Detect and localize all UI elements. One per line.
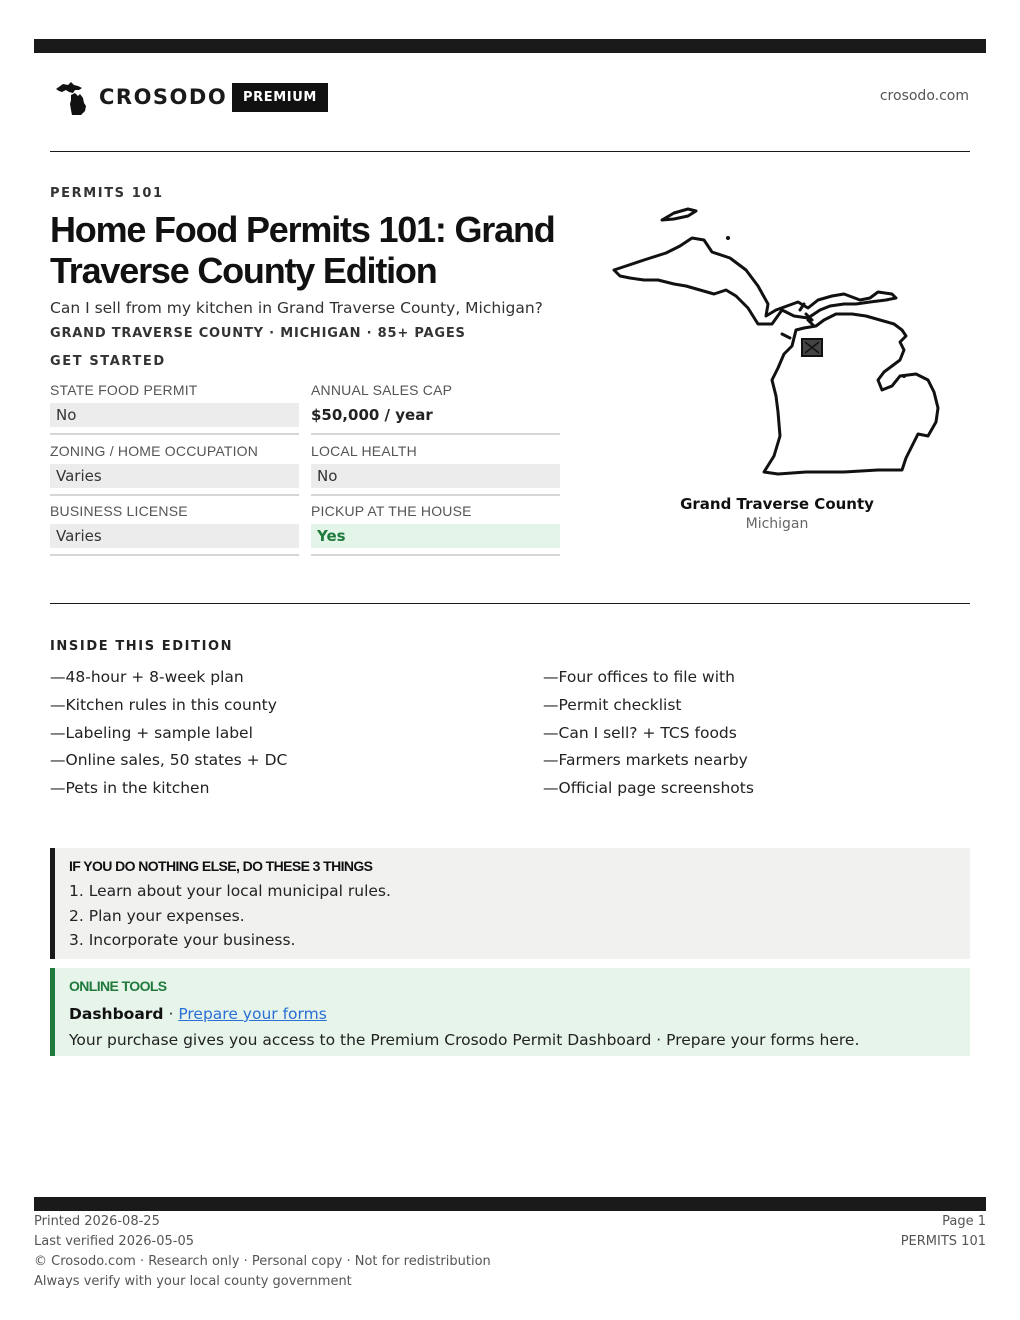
list-item: —Permit checklist [543, 695, 682, 714]
page-subtitle: Can I sell from my kitchen in Grand Traverse County, Michigan? [50, 299, 543, 317]
meta-line: GRAND TRAVERSE COUNTY · MICHIGAN · 85+ PAGES [50, 326, 466, 341]
list-item: —Online sales, 50 states + DC [50, 751, 288, 770]
step-item: 2. Plan your expenses. [69, 906, 245, 925]
fact-label: ANNUAL SALES CAP [311, 382, 453, 398]
map-caption [608, 495, 946, 532]
fact-value: $50,000 / year [311, 406, 433, 424]
three-things-callout [50, 848, 970, 959]
footer-left [34, 1212, 491, 1292]
michigan-outline-map [608, 200, 948, 485]
fact-label: STATE FOOD PERMIT [50, 382, 198, 398]
list-item: —Pets in the kitchen [50, 779, 210, 798]
callout-heading: ONLINE TOOLS [69, 978, 167, 994]
site-url[interactable]: crosodo.com [879, 88, 969, 104]
fact-label: ZONING / HOME OCCUPATION [50, 443, 259, 459]
fact-annual-sales-cap [311, 382, 560, 435]
printed-date: Printed 2026-08-25 [34, 1214, 160, 1229]
fact-pickup-at-house [311, 503, 560, 556]
footer-section-name: PERMITS 101 [900, 1234, 986, 1249]
top-rule-bar [34, 39, 986, 53]
list-item: —Can I sell? + TCS foods [543, 723, 737, 742]
fact-label: PICKUP AT THE HOUSE [311, 503, 472, 519]
step-item: 3. Incorporate your business. [69, 931, 296, 949]
dashboard-label: Dashboard [69, 1005, 164, 1023]
tools-line [69, 1002, 956, 1026]
fact-value: No [311, 464, 560, 488]
isle-royale-shape [662, 209, 696, 220]
eyebrow-label: PERMITS 101 [50, 186, 164, 201]
inside-edition-label: INSIDE THIS EDITION [50, 639, 234, 654]
get-started-label: GET STARTED [50, 354, 166, 369]
page-number: Page 1 [942, 1214, 986, 1229]
inside-list-left [50, 667, 287, 806]
fact-state-food-permit [50, 382, 299, 435]
step-item: 1. Learn about your local municipal rules. [69, 882, 391, 900]
fact-business-license [50, 503, 299, 556]
bottom-rule-bar [34, 1197, 986, 1211]
fact-label: LOCAL HEALTH [311, 443, 417, 459]
fact-local-health [311, 443, 560, 496]
online-tools-callout [50, 968, 970, 1056]
prepare-forms-link[interactable]: Prepare your forms [178, 1005, 327, 1023]
separator: · [163, 1005, 179, 1023]
copyright-line: © Crosodo.com · Research only · Personal copy · Not for redistribution [34, 1254, 491, 1269]
michigan-map-icon [54, 80, 88, 116]
list-item: —Official page screenshots [543, 779, 754, 798]
list-item: —48-hour + 8-week plan [50, 668, 244, 686]
verified-date: Last verified 2026-05-05 [34, 1234, 194, 1249]
list-item: —Farmers markets nearby [543, 751, 748, 770]
page-header [50, 78, 970, 118]
fact-zoning [50, 443, 299, 496]
list-item: —Labeling + sample label [50, 723, 253, 742]
premium-badge: PREMIUM [232, 83, 328, 112]
steps-list [69, 879, 956, 953]
map-county-label: Grand Traverse County [680, 495, 874, 513]
fact-label: BUSINESS LICENSE [50, 503, 188, 519]
map-state-label: Michigan [745, 516, 809, 532]
fact-value: Varies [50, 524, 299, 548]
brand-name: CROSODO [99, 85, 228, 109]
callout-heading: IF YOU DO NOTHING ELSE, DO THESE 3 THINGS [69, 858, 373, 874]
footer-right [901, 1212, 986, 1252]
fact-value: No [50, 403, 299, 427]
list-item: —Four offices to file with [543, 668, 735, 686]
fact-value: Yes [311, 524, 560, 548]
upper-peninsula-outline [614, 238, 896, 324]
tools-description: Your purchase gives you access to the Premium Crosodo Permit Dashboard · Prepare your forms here. [69, 1031, 860, 1049]
list-item: —Kitchen rules in this county [50, 695, 277, 714]
disclaimer-line: Always verify with your local county government [34, 1274, 352, 1289]
page-title: Home Food Permits 101: Grand Traverse County Edition [50, 209, 555, 291]
divider [50, 603, 970, 604]
fact-value: Varies [50, 464, 299, 488]
divider [50, 151, 970, 152]
inside-list-right [543, 667, 754, 806]
